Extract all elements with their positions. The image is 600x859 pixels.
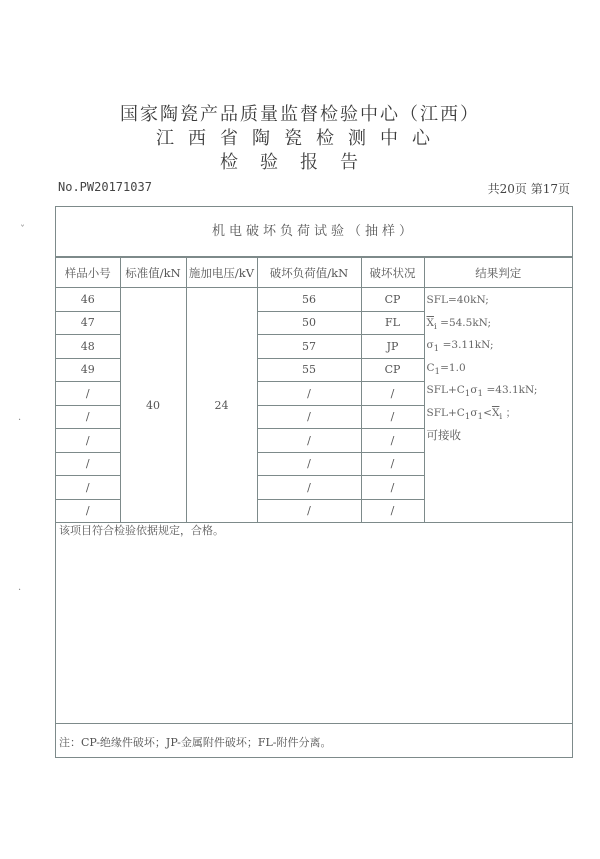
sample-cell: 47 [56, 311, 120, 335]
column-header-result: 结果判定 [424, 258, 572, 288]
applied-voltage-cell: 24 [186, 288, 257, 523]
load-cell: / [257, 476, 361, 500]
conclusion-text: 该项目符合检验依据规定，合格。 [59, 524, 224, 537]
status-cell: JP [361, 335, 424, 359]
sample-cell: / [56, 499, 120, 523]
result-sfl: SFL=40kN; [426, 294, 489, 306]
status-cell: / [361, 452, 424, 476]
status-cell: / [361, 429, 424, 453]
status-cell: / [361, 382, 424, 406]
table-row [56, 288, 572, 312]
scan-mark: · [18, 585, 22, 596]
result-cell [424, 288, 572, 523]
sample-cell: 49 [56, 358, 120, 382]
sample-cell: 48 [56, 335, 120, 359]
column-header-load: 破坏负荷值/kN [257, 258, 361, 288]
table-header-row [56, 258, 572, 288]
column-header-status: 破坏状况 [361, 258, 424, 288]
standard-value-cell: 40 [120, 288, 186, 523]
load-cell: / [257, 405, 361, 429]
status-cell: CP [361, 358, 424, 382]
sample-cell: / [56, 405, 120, 429]
load-cell: 56 [257, 288, 361, 312]
result-mean: $\overline{X}_i =54.5kN$; [426, 316, 492, 332]
result-verdict: 可接收 [426, 428, 461, 442]
sample-cell: 46 [56, 288, 120, 312]
center-name-line-2: 江西省陶瓷检测中心 [156, 128, 444, 149]
test-data-table [56, 257, 572, 523]
page-info: 共20页 第17页 [487, 182, 570, 196]
sample-cell: / [56, 452, 120, 476]
test-table-frame [55, 206, 573, 758]
status-cell: FL [361, 311, 424, 335]
status-cell: / [361, 476, 424, 500]
sample-cell: / [56, 429, 120, 453]
result-sigma: $\sigma_1 =3.11kN$; [426, 339, 494, 355]
section-title: 机电破坏负荷试验（抽样） [56, 207, 572, 257]
load-cell: / [257, 429, 361, 453]
load-cell: 55 [257, 358, 361, 382]
load-cell: / [257, 499, 361, 523]
load-cell: 50 [257, 311, 361, 335]
load-cell: / [257, 382, 361, 406]
column-header-sample: 样品小号 [56, 258, 120, 288]
status-cell: / [361, 499, 424, 523]
status-cell: CP [361, 288, 424, 312]
column-header-voltage: 施加电压/kV [186, 258, 257, 288]
result-compare: $SFL+C_1\sigma_1<\overline{X}_i$ ； [426, 406, 517, 422]
result-c1: $C_1=1.0$ [426, 361, 466, 377]
result-sum: $SFL+C_1\sigma_1 =43.1kN$; [426, 384, 538, 400]
sample-cell: / [56, 476, 120, 500]
column-header-standard: 标准值/kN [120, 258, 186, 288]
center-name-line: 国家陶瓷产品质量监督检验中心（江西） [120, 104, 480, 125]
footnote-row [56, 723, 572, 757]
sample-cell: / [56, 382, 120, 406]
scan-mark: · [18, 415, 22, 426]
load-cell: 57 [257, 335, 361, 359]
status-cell: / [361, 405, 424, 429]
load-cell: / [257, 452, 361, 476]
scan-mark: ˇ [20, 225, 25, 236]
report-number: No.PW20171037 [58, 180, 152, 194]
footnote-text: 注：CP-绝缘件破坏；JP-金属附件破坏；FL-附件分离。 [59, 736, 332, 749]
report-title: 检验报告 [220, 152, 380, 173]
